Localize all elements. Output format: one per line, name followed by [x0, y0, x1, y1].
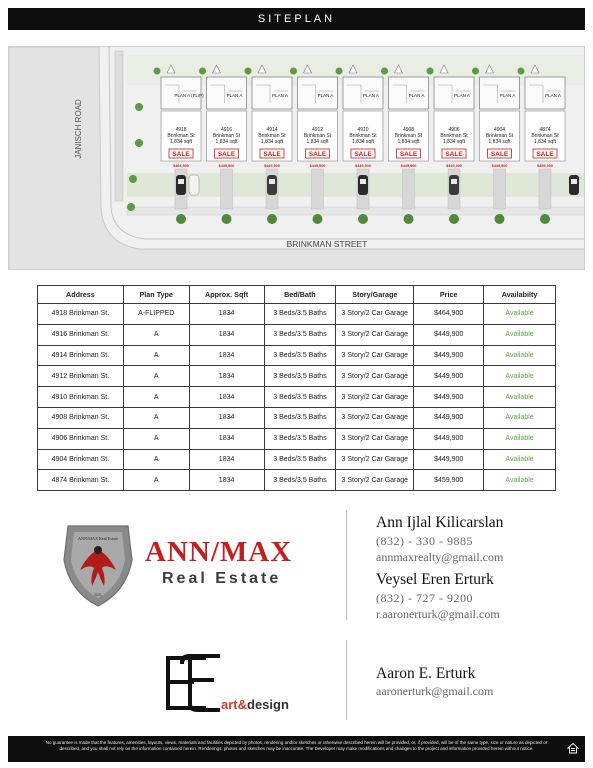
car-icon — [267, 175, 277, 195]
table-cell: 3 Story/2 Car Garage — [336, 407, 414, 428]
contact-email[interactable]: r.aaronerturk@gmail.com — [376, 607, 500, 621]
lot-price: $449,900 — [264, 164, 280, 168]
lot-street: Brinkman St — [394, 133, 423, 139]
lot-plan-label: PLAN A — [226, 93, 243, 98]
car-icon — [176, 175, 186, 195]
sale-text: SALE — [172, 151, 190, 158]
lot-number: 4916 — [220, 127, 233, 133]
sidewalk — [127, 207, 585, 215]
tree-icon — [404, 214, 414, 224]
table-cell: A — [123, 324, 189, 345]
lot-plan-label: PLAN A — [363, 93, 379, 98]
table-cell: 4916 Brinkman St. — [38, 324, 124, 345]
lot-street: Brinkman St — [258, 133, 286, 139]
table-cell: Available — [484, 449, 556, 470]
table-row — [38, 407, 556, 428]
tree-icon — [472, 68, 479, 75]
shield-year: 2021 — [94, 593, 102, 597]
table-cell: 4904 Brinkman St. — [38, 449, 124, 470]
table-row — [38, 449, 556, 470]
table-row — [38, 428, 556, 449]
table-cell: 3 Story/2 Car Garage — [336, 304, 414, 325]
table-cell: $464,900 — [414, 304, 484, 325]
disclaimer-text: No guarantee is made that the features, amenities, layouts, views, materials and facilities depicted by photos, rendering and/or sketches or otherwise described herein will be provided, or, if provided, will be of the same type, size or nature as depicted or described, and you shall not rely on the information contained herein. Renderings, photos and sketches may be inaccurate. The Developer may make modifications and changes to the project and information provided herein without notice. — [45, 740, 548, 751]
table-cell: 1834 — [189, 345, 264, 366]
siteplan-drawing — [9, 47, 585, 270]
car-icon — [449, 175, 459, 195]
table-cell: $459,900 — [414, 470, 484, 491]
table-cell: A — [123, 366, 189, 387]
car-window — [178, 179, 184, 184]
lot-street: Brinkman St — [531, 133, 559, 139]
lot-number: 4910 — [357, 127, 369, 133]
driveway — [494, 169, 506, 209]
lot-plan-label: PLAN A — [317, 93, 334, 98]
siteplan-header-bar — [8, 8, 585, 30]
drainage-strip — [115, 51, 123, 201]
table-cell: 3 Beds/3.5 Baths — [264, 324, 336, 345]
lot-price: $459,900 — [537, 164, 553, 168]
table-cell: 3 Story/2 Car Garage — [336, 449, 414, 470]
table-cell: 3 Beds/3.5 Baths — [264, 407, 336, 428]
column-header: Bed/Bath — [264, 286, 336, 304]
lot-street: Brinkman St — [485, 133, 514, 139]
table-row — [38, 324, 556, 345]
table-cell: Available — [484, 304, 556, 325]
lot-number: 4908 — [402, 127, 415, 133]
contact-email[interactable]: annmaxrealty@gmail.com — [376, 550, 504, 564]
car-window — [269, 179, 275, 184]
table-cell: 3 Story/2 Car Garage — [336, 428, 414, 449]
table-row — [38, 470, 556, 491]
car-window — [451, 179, 457, 184]
lot-plan-label: PLAN A — [272, 93, 288, 98]
lot-street: Brinkman St — [440, 133, 468, 139]
lot-number: 4874 — [539, 127, 551, 133]
sale-text: SALE — [354, 151, 372, 158]
tree-icon — [358, 214, 368, 224]
sale-text: SALE — [536, 151, 554, 158]
lot-number: 4906 — [448, 127, 460, 133]
brinkman-street-label: BRINKMAN STREET — [286, 239, 368, 249]
table-cell: Available — [484, 324, 556, 345]
sale-text: SALE — [445, 151, 463, 158]
contact-phone[interactable]: (832) - 330 - 9885 — [376, 534, 473, 548]
tree-icon — [518, 68, 525, 75]
lot-sqft: 1,834 sqft — [534, 139, 556, 145]
lot-sqft: 1,834 sqft — [488, 139, 511, 145]
lot-street: Brinkman St — [349, 133, 377, 139]
tree-icon — [427, 68, 434, 75]
sale-text: SALE — [263, 151, 281, 158]
table-row — [38, 345, 556, 366]
lot-sqft: 1,834 sqft — [397, 139, 420, 145]
table-row — [38, 366, 556, 387]
sale-text: SALE — [217, 151, 236, 158]
column-header: Plan Type — [123, 286, 189, 304]
table-cell: Available — [484, 366, 556, 387]
tree-icon — [336, 68, 343, 75]
table-cell: 4874 Brinkman St. — [38, 470, 124, 491]
availability-table — [37, 285, 556, 491]
lot-price: $449,900 — [218, 164, 235, 168]
table-cell: 1834 — [189, 324, 264, 345]
sale-text: SALE — [399, 151, 418, 158]
ee-logo-part1: art& — [221, 697, 248, 712]
lot-price: $449,900 — [309, 164, 326, 168]
table-cell: 4906 Brinkman St. — [38, 428, 124, 449]
tree-icon — [495, 214, 505, 224]
table-cell: $449,900 — [414, 449, 484, 470]
table-cell: A — [123, 449, 189, 470]
table-row — [38, 304, 556, 325]
driveway — [221, 169, 233, 209]
lot-sqft: 1,834 sqft — [170, 139, 192, 145]
contact-ann — [376, 514, 503, 565]
lot-sqft: 1,834 sqft — [215, 139, 238, 145]
table-cell: 3 Beds/3.5 Baths — [264, 449, 336, 470]
table-cell: 3 Story/2 Car Garage — [336, 366, 414, 387]
shield-text: ANN/MAX Real Estate — [77, 536, 119, 541]
lot-street: Brinkman St — [167, 133, 195, 139]
contact-name: Veysel Eren Erturk — [376, 571, 494, 588]
equal-housing-icon — [567, 742, 579, 754]
lot-street: Brinkman St — [212, 133, 241, 139]
table-cell: 4914 Brinkman St. — [38, 345, 124, 366]
lot-plan-label: PLAN A — [408, 93, 425, 98]
lot-sqft: 1,834 sqft — [443, 139, 465, 145]
table-cell: 3 Beds/3.5 Baths — [264, 428, 336, 449]
lot-sqft: 1,834 sqft — [306, 139, 329, 145]
table-cell: 3 Beds/3.5 Baths — [264, 345, 336, 366]
table-cell: 4908 Brinkman St. — [38, 407, 124, 428]
column-header: Address — [38, 286, 124, 304]
tree-icon — [245, 68, 252, 75]
divider — [346, 510, 347, 620]
table-cell: 3 Story/2 Car Garage — [336, 345, 414, 366]
table-header-row — [38, 286, 556, 304]
table-cell: 3 Story/2 Car Garage — [336, 324, 414, 345]
column-header: Availabilty — [484, 286, 556, 304]
tree-icon — [381, 68, 388, 75]
lot-plan-label: PLAN A — [499, 93, 516, 98]
tree-icon — [449, 214, 459, 224]
page-title: SITEPLAN — [257, 13, 336, 25]
lot-plan-label: PLAN A — [454, 93, 470, 98]
contact-aaron — [376, 665, 493, 699]
lot-number: 4914 — [266, 127, 278, 133]
tree-icon — [267, 214, 277, 224]
table-cell: Available — [484, 428, 556, 449]
tree-icon — [176, 214, 186, 224]
table-cell: Available — [484, 345, 556, 366]
table-cell: 1834 — [189, 387, 264, 408]
table-cell: 4910 Brinkman St. — [38, 387, 124, 408]
table-cell: Available — [484, 470, 556, 491]
lot-price: $449,900 — [491, 164, 508, 168]
footer-disclaimer — [8, 736, 585, 762]
table-cell: 1834 — [189, 366, 264, 387]
table-cell: $449,900 — [414, 324, 484, 345]
table-cell: A — [123, 387, 189, 408]
driveway — [312, 169, 324, 209]
contact-name: Aaron E. Erturk — [376, 665, 476, 682]
table-row — [38, 387, 556, 408]
table-cell: 1834 — [189, 470, 264, 491]
table-cell: Available — [484, 387, 556, 408]
divider — [346, 640, 347, 720]
table-cell: A — [123, 345, 189, 366]
lot-number: 4912 — [311, 127, 324, 133]
car-icon — [358, 175, 368, 195]
ee-logo-text — [221, 697, 289, 712]
tree-icon — [222, 214, 232, 224]
lot-price: $449,900 — [446, 164, 462, 168]
table-cell: A — [123, 470, 189, 491]
table-cell: $449,900 — [414, 345, 484, 366]
table-cell: 3 Beds/3.5 Baths — [264, 387, 336, 408]
tree-icon — [313, 214, 323, 224]
driveway — [403, 169, 415, 209]
tree-icon — [290, 68, 297, 75]
brand-tagline: Real Estate — [162, 570, 282, 587]
car-icon — [569, 175, 579, 195]
column-header: Price — [414, 286, 484, 304]
brand-name: ANN/MAX — [145, 536, 293, 568]
table-cell: 3 Story/2 Car Garage — [336, 470, 414, 491]
contact-phone[interactable]: (832) - 727 - 9200 — [376, 591, 473, 605]
lot-plan-label: PLAN A (FLIP) — [174, 93, 204, 98]
lot-sqft: 1,834 sqft — [352, 139, 374, 145]
tree-icon — [129, 175, 137, 183]
tree-icon — [135, 139, 143, 147]
car-icon — [189, 175, 199, 195]
tree-icon — [135, 103, 143, 111]
eagle-head — [94, 546, 102, 554]
car-window — [360, 179, 366, 184]
sale-text: SALE — [308, 151, 327, 158]
lot-sqft: 1,834 sqft — [261, 139, 283, 145]
table-cell: A — [123, 428, 189, 449]
lot-plan-label: PLAN A — [545, 93, 561, 98]
table-cell: 3 Story/2 Car Garage — [336, 387, 414, 408]
lot-number: 4918 — [175, 127, 187, 133]
table-cell: 1834 — [189, 304, 264, 325]
column-header: Approx. Sqft — [189, 286, 264, 304]
contact-veysel — [376, 571, 500, 622]
table-cell: 3 Beds/3.5 Baths — [264, 304, 336, 325]
table-cell: $449,900 — [414, 428, 484, 449]
driveway — [539, 169, 551, 209]
table-cell: $449,900 — [414, 387, 484, 408]
lot-street: Brinkman St — [303, 133, 332, 139]
lot-price: $464,900 — [173, 164, 189, 168]
table-cell: 1834 — [189, 428, 264, 449]
janisch-road-label: JANISCH ROAD — [74, 99, 83, 159]
table-cell: 3 Beds/3.5 Baths — [264, 366, 336, 387]
contact-name: Ann Ijlal Kilicarslan — [376, 514, 504, 531]
tree-icon — [154, 68, 161, 75]
table-cell: Available — [484, 407, 556, 428]
siteplan-map — [8, 46, 585, 270]
column-header: Story/Garage — [336, 286, 414, 304]
table-cell: 1834 — [189, 407, 264, 428]
lot-price: $449,900 — [355, 164, 371, 168]
table-cell: $449,900 — [414, 407, 484, 428]
sale-text: SALE — [490, 151, 509, 158]
contact-email[interactable]: aaronerturk@gmail.com — [376, 684, 494, 698]
tree-icon — [199, 68, 206, 75]
lot-price: $449,900 — [400, 164, 417, 168]
table-body — [38, 304, 556, 491]
table-cell: 4912 Brinkman St. — [38, 366, 124, 387]
tree-icon — [540, 214, 550, 224]
tree-icon — [127, 203, 135, 211]
car-window — [571, 179, 577, 184]
table-cell: 3 Beds/3.5 Baths — [264, 470, 336, 491]
table-cell: A — [123, 407, 189, 428]
ee-logo-part2: design — [247, 697, 289, 712]
table-cell: A-FLIPPED — [123, 304, 189, 325]
table-cell: 1834 — [189, 449, 264, 470]
table-cell: $449,900 — [414, 366, 484, 387]
lot-number: 4904 — [493, 127, 506, 133]
table-cell: 4918 Brinkman St. — [38, 304, 124, 325]
